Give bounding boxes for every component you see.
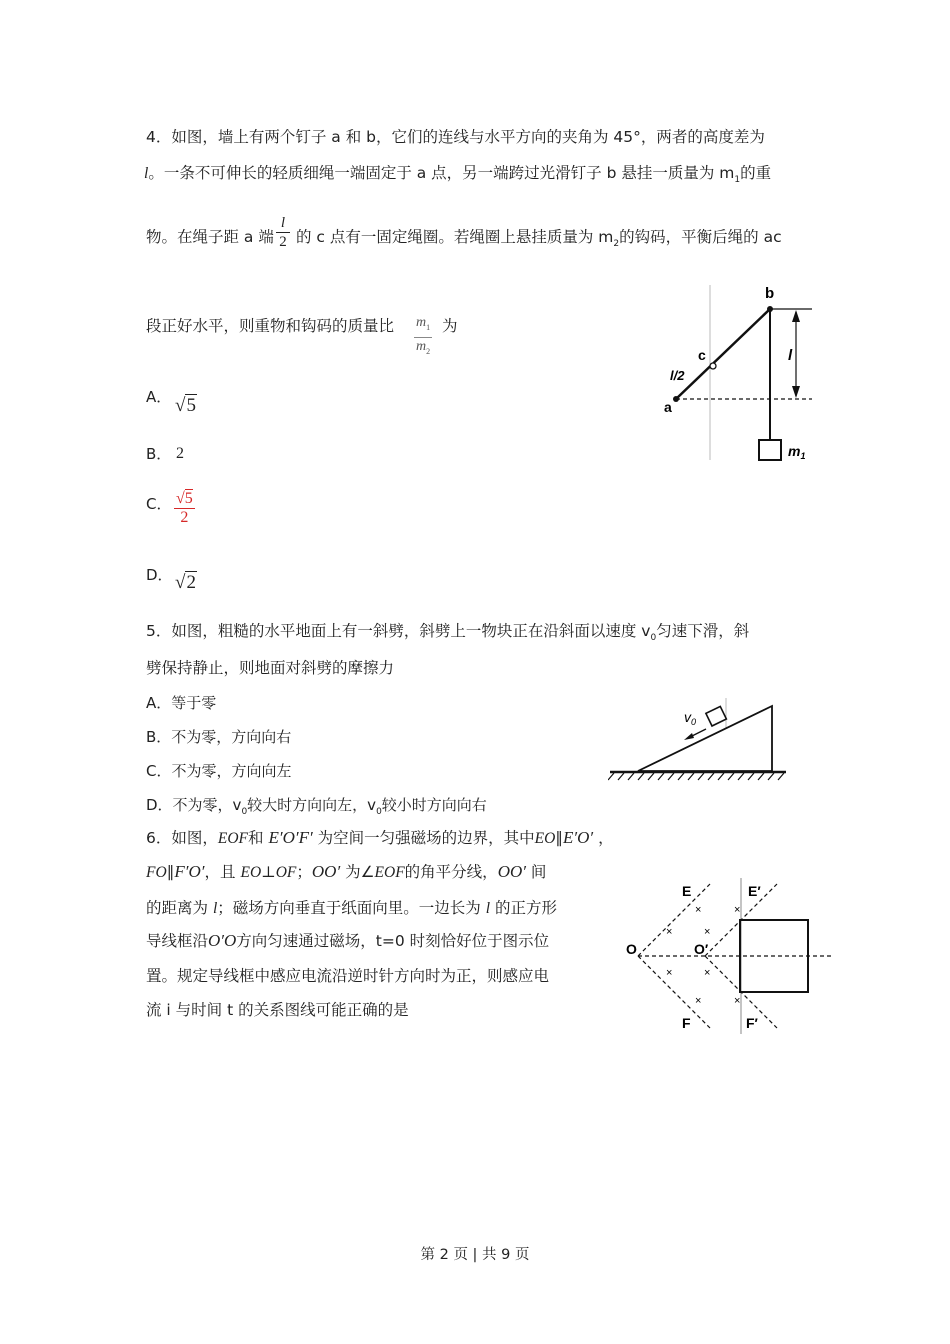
q4-line4-fraction xyxy=(414,314,432,361)
q4-option-a-label: A． xyxy=(146,388,172,406)
rope-ab xyxy=(676,309,770,399)
q4-line3-rest xyxy=(296,227,782,254)
svg-text:×: × xyxy=(695,904,702,916)
q4-line1: 4．如图，墙上有两个钉子 a 和 b，它们的连线与水平方向的夹角为 45°，两者的高度差为 xyxy=(146,128,765,146)
q4-option-b-label: B． xyxy=(146,445,172,463)
ring-c xyxy=(710,363,716,369)
svg-text:×: × xyxy=(666,967,673,979)
svg-text:×: × xyxy=(734,904,741,916)
label-m1: $m_1$ xyxy=(788,443,806,461)
nail-b xyxy=(767,306,773,312)
label-o-prime: O′ xyxy=(694,941,709,957)
q5-option-c: C．不为零，方向向左 xyxy=(146,762,292,780)
q4-line2-l: l xyxy=(144,165,149,182)
q4-figure xyxy=(660,280,830,470)
ground-hatching xyxy=(608,773,784,780)
label-a: a xyxy=(664,399,672,415)
q5-option-d: D．不为零，$v_0$较大时方向向左，$v_0$较小时方向向右 xyxy=(146,796,487,817)
wedge xyxy=(638,706,772,771)
q6-figure xyxy=(624,876,834,1036)
svg-text:×: × xyxy=(695,995,702,1007)
q4-line3-start: 物。在绳子距 a 端 xyxy=(146,228,274,246)
q4-line2-end: 的重 xyxy=(740,164,772,182)
page-footer: 第 2 页 | 共 9 页 xyxy=(420,1247,530,1263)
q6-line1: 6．如图，EOF和 E′O′F′ 为空间一匀强磁场的边界，其中EO∥E′O′ ， xyxy=(146,828,614,847)
q4-option-a-value: √5 xyxy=(175,395,196,416)
label-v0: $v_0$ xyxy=(684,709,697,727)
dimension-arrow-up xyxy=(792,310,800,322)
q5-line1: 5．如图，粗糙的水平地面上有一斜劈，斜劈上一物块正在沿斜面以速度 $v_0$匀速下滑，斜 xyxy=(146,622,750,644)
q4-line4-end: 为 xyxy=(442,317,458,335)
label-c: c xyxy=(698,347,706,363)
q4-line4-start: 段正好水平，则重物和钩码的质量比 xyxy=(146,317,395,335)
q5-option-a: A．等于零 xyxy=(146,694,217,712)
q6-line5: 置。规定导线框中感应电流沿逆时针方向时为正，则感应电 xyxy=(146,967,550,985)
q4-line3-mid: 的 c 点有一固定绳圈。若绳圈上悬挂质量为 m xyxy=(296,228,614,246)
velocity-arrowhead xyxy=(684,733,694,740)
svg-text:×: × xyxy=(734,995,741,1007)
label-e-prime: E′ xyxy=(748,883,761,899)
label-l-half: l/2 xyxy=(670,368,685,383)
q4-option-d-label: D． xyxy=(146,566,173,584)
q4-option-b-value: 2 xyxy=(176,445,184,462)
q5-option-b: B．不为零，方向向右 xyxy=(146,728,292,746)
q6-line4: 导线框沿O′O方向匀速通过磁场，t=0 时刻恰好位于图示位 xyxy=(146,931,550,950)
label-f: F xyxy=(682,1015,691,1031)
q4-line2-sub: 1 xyxy=(734,175,741,186)
q5-figure xyxy=(608,698,788,788)
label-e: E xyxy=(682,883,692,899)
q4-line2 xyxy=(144,163,771,190)
label-l: l xyxy=(788,347,793,364)
q4-line3-frac-den: 2 xyxy=(279,234,287,250)
q4-option-c-value: $\frac{√5}{2}$ xyxy=(176,490,193,526)
q4-line3-sub: 2 xyxy=(613,239,620,250)
boundary-fo xyxy=(638,956,710,1028)
svg-text:×: × xyxy=(666,926,673,938)
q4-option-d-value: √2 xyxy=(175,572,196,593)
q4-line3-frac-num: l xyxy=(280,215,286,231)
block xyxy=(706,706,727,726)
q4-line4-frac-den: $m_2$ xyxy=(416,338,431,356)
svg-text:×: × xyxy=(704,967,711,979)
dimension-arrow-down xyxy=(792,386,800,398)
q4-line3-end: 的钩码，平衡后绳的 ac xyxy=(619,228,782,246)
q6-line2: FO∥F′O′，且 EO⊥OF；OO′ 为∠EOF的角平分线，OO′ 间 xyxy=(146,862,547,881)
label-o: O xyxy=(626,941,637,957)
q5-line2: 劈保持静止，则地面对斜劈的摩擦力 xyxy=(146,659,395,677)
q4-line4-frac-num: $m_1$ xyxy=(414,314,432,338)
q4-line3-fraction xyxy=(276,214,290,251)
q6-line3: 的距离为 l；磁场方向垂直于纸面向里。一边长为 l 的正方形 xyxy=(146,899,557,917)
label-b: b xyxy=(765,285,775,302)
q4-option-c-label: C． xyxy=(146,495,172,513)
label-f-prime: F′ xyxy=(746,1015,758,1031)
nail-a xyxy=(673,396,679,402)
svg-text:×: × xyxy=(704,926,711,938)
weight-m1 xyxy=(759,440,781,460)
q4-line2-text: 。一条不可伸长的轻质细绳一端固定于 a 点，另一端跨过光滑钉子 b 悬挂一质量为 m xyxy=(148,164,735,182)
q6-line6: 流 i 与时间 t 的关系图线可能正确的是 xyxy=(146,1001,409,1019)
